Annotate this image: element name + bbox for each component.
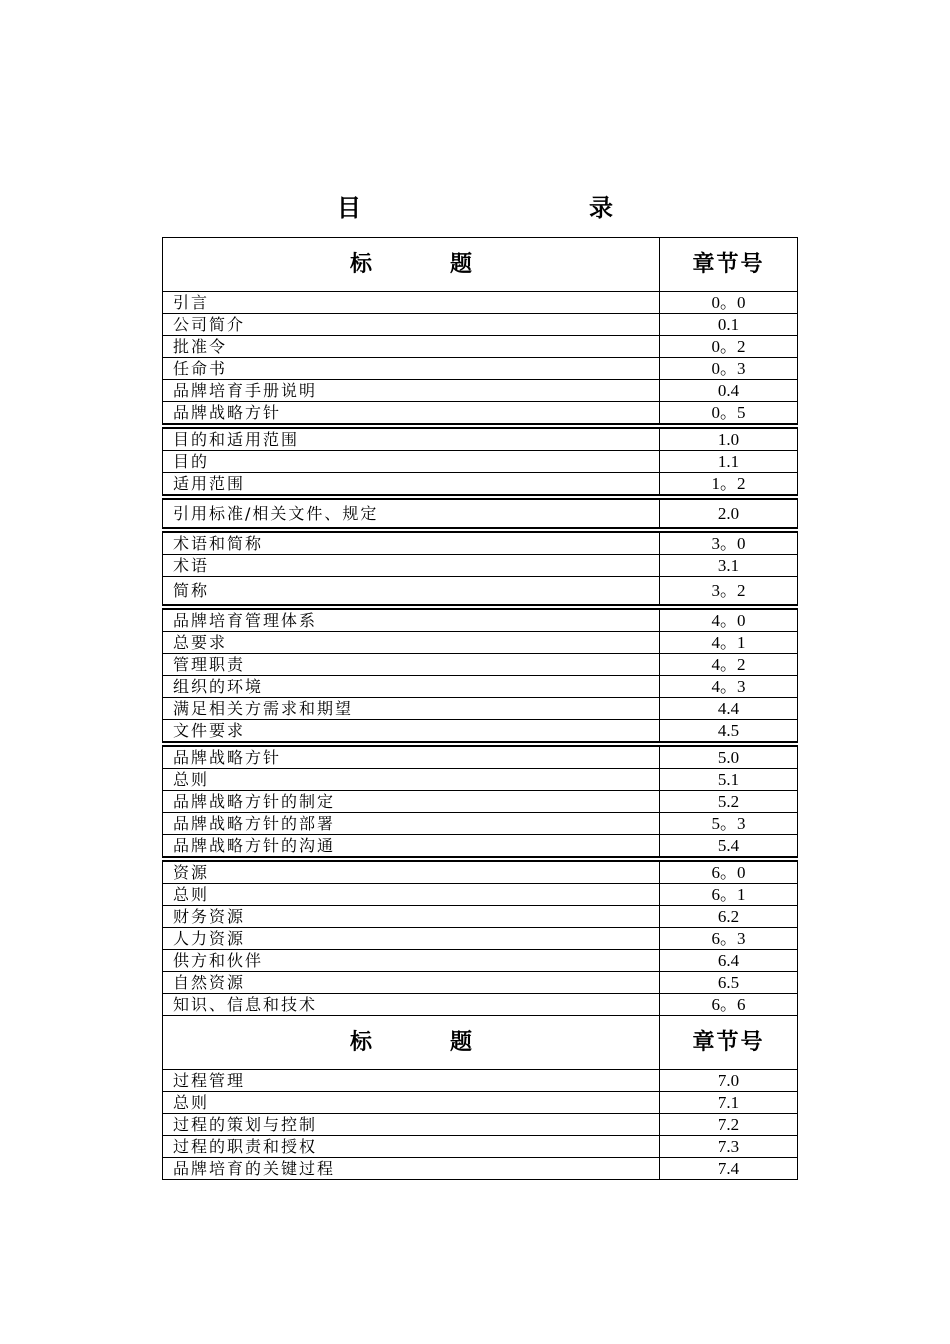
row-chapter: 5.2 [660,791,798,813]
table-header-row [163,1016,798,1070]
row-title: 总则 [163,769,660,791]
row-title: 适用范围 [163,473,660,498]
row-chapter: 6。1 [660,884,798,906]
row-title: 满足相关方需求和期望 [163,698,660,720]
table-row [163,950,798,972]
row-title: 品牌战略方针的沟通 [163,835,660,860]
row-title: 品牌培育的关键过程 [163,1158,660,1180]
row-title: 引言 [163,292,660,314]
row-chapter: 4。1 [660,632,798,654]
row-chapter: 1。2 [660,473,798,498]
table-row [163,654,798,676]
row-title: 品牌战略方针的部署 [163,813,660,835]
row-chapter: 5。3 [660,813,798,835]
table-row [163,1070,798,1092]
table-row [163,1136,798,1158]
row-title: 目的 [163,451,660,473]
row-chapter: 6。0 [660,859,798,884]
table-row [163,426,798,451]
toc-table [162,237,798,1180]
table-row [163,744,798,769]
row-chapter: 6。3 [660,928,798,950]
row-title: 过程的职责和授权 [163,1136,660,1158]
table-row [163,577,798,608]
table-row [163,676,798,698]
table-row [163,835,798,860]
row-chapter: 0。3 [660,358,798,380]
table-row [163,884,798,906]
row-chapter: 4。3 [660,676,798,698]
table-row [163,1158,798,1180]
row-title: 总则 [163,884,660,906]
row-chapter: 6。6 [660,994,798,1016]
row-chapter: 6.4 [660,950,798,972]
table-row [163,906,798,928]
table-row [163,928,798,950]
row-chapter: 2.0 [660,497,798,530]
row-title: 自然资源 [163,972,660,994]
row-title: 品牌培育手册说明 [163,380,660,402]
row-title: 目的和适用范围 [163,426,660,451]
table-row [163,336,798,358]
row-chapter: 5.1 [660,769,798,791]
table-row [163,813,798,835]
table-row [163,451,798,473]
table-row [163,402,798,427]
row-chapter: 7.2 [660,1114,798,1136]
table-row [163,859,798,884]
chapter-column-header: 章节号 [660,238,798,292]
table-row [163,994,798,1016]
table-row [163,380,798,402]
row-title: 品牌培育管理体系 [163,607,660,632]
row-title: 过程管理 [163,1070,660,1092]
row-title: 术语 [163,555,660,577]
row-chapter: 3。2 [660,577,798,608]
table-row [163,607,798,632]
row-title: 文件要求 [163,720,660,745]
row-title: 品牌战略方针的制定 [163,791,660,813]
table-row [163,358,798,380]
table-row [163,555,798,577]
table-row [163,314,798,336]
row-title: 总要求 [163,632,660,654]
title-column-header: 标 题 [163,238,660,292]
row-title: 品牌战略方针 [163,744,660,769]
row-title: 过程的策划与控制 [163,1114,660,1136]
row-chapter: 0。5 [660,402,798,427]
row-title: 简称 [163,577,660,608]
table-row [163,530,798,555]
row-title: 任命书 [163,358,660,380]
row-title: 引用标准/相关文件、规定 [163,497,660,530]
table-row [163,720,798,745]
row-chapter: 0.4 [660,380,798,402]
page-title: 目 录 [337,194,673,222]
row-title: 批准令 [163,336,660,358]
row-title: 组织的环境 [163,676,660,698]
row-chapter: 1.1 [660,451,798,473]
row-title: 人力资源 [163,928,660,950]
row-chapter: 3。0 [660,530,798,555]
table-header-row [163,238,798,292]
row-title: 管理职责 [163,654,660,676]
row-chapter: 7.1 [660,1092,798,1114]
table-row [163,698,798,720]
row-chapter: 7.3 [660,1136,798,1158]
row-title: 供方和伙伴 [163,950,660,972]
table-row [163,972,798,994]
table-row [163,292,798,314]
table-row [163,1092,798,1114]
chapter-column-header: 章节号 [660,1016,798,1070]
table-row [163,1114,798,1136]
row-chapter: 4.4 [660,698,798,720]
row-chapter: 7.4 [660,1158,798,1180]
title-column-header: 标 题 [163,1016,660,1070]
row-chapter: 0.1 [660,314,798,336]
row-title: 品牌战略方针 [163,402,660,427]
row-chapter: 5.0 [660,744,798,769]
row-title: 总则 [163,1092,660,1114]
row-chapter: 5.4 [660,835,798,860]
row-chapter: 4。0 [660,607,798,632]
row-chapter: 4。2 [660,654,798,676]
row-title: 术语和简称 [163,530,660,555]
row-title: 资源 [163,859,660,884]
row-chapter: 6.5 [660,972,798,994]
table-row [163,473,798,498]
row-title: 知识、信息和技术 [163,994,660,1016]
row-chapter: 7.0 [660,1070,798,1092]
row-chapter: 1.0 [660,426,798,451]
row-chapter: 4.5 [660,720,798,745]
row-chapter: 3.1 [660,555,798,577]
table-row [163,497,798,530]
row-title: 财务资源 [163,906,660,928]
row-chapter: 6.2 [660,906,798,928]
row-chapter: 0。2 [660,336,798,358]
row-title: 公司简介 [163,314,660,336]
row-chapter: 0。0 [660,292,798,314]
table-row [163,791,798,813]
table-row [163,632,798,654]
table-row [163,769,798,791]
